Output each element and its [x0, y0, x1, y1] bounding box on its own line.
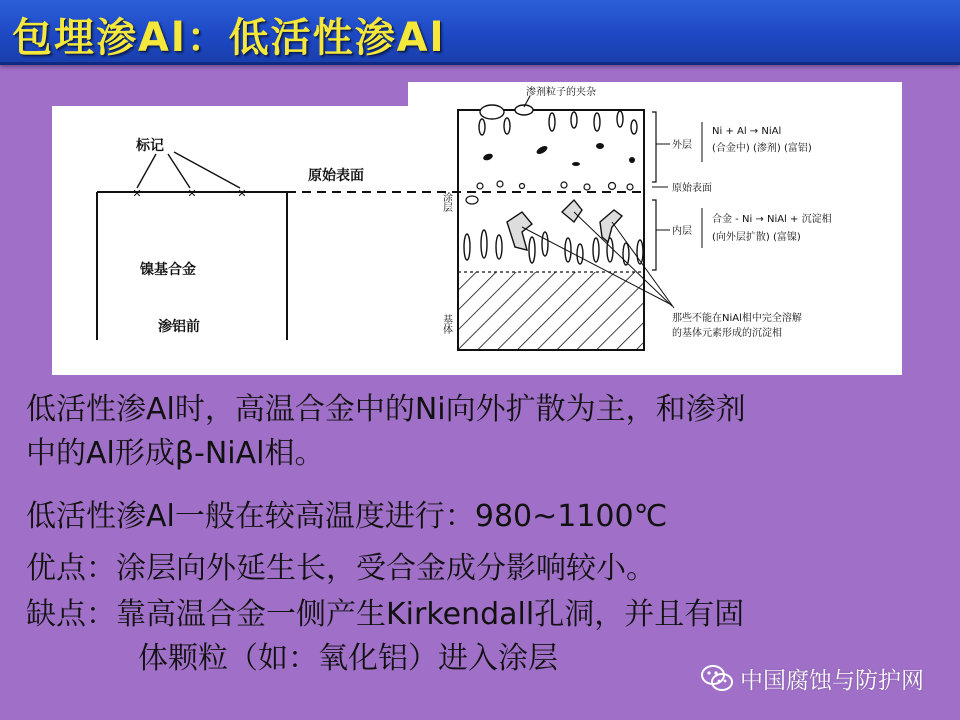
- inner-layer-precipitates: [507, 200, 622, 250]
- outer-reaction-sub: (合金中) (渗剂) (富铝): [712, 143, 812, 154]
- paragraph-temperature: 低活性渗Al一般在较高温度进行：980~1100℃: [26, 499, 668, 534]
- marker-x-2: ✕: [187, 187, 197, 200]
- precipitate-note-1: 那些不能在NiAl相中完全溶解: [672, 313, 802, 324]
- paragraph-disadvantages: [26, 593, 744, 681]
- watermark: [700, 662, 940, 694]
- surface-label-left: 原始表面: [308, 168, 364, 184]
- paragraph-line: 中的Al形成β-NiAl相。: [26, 436, 325, 471]
- outer-layer-precipitates: [482, 143, 635, 166]
- title-bar: [0, 0, 960, 65]
- before-aluminizing-sketch: [97, 137, 422, 340]
- state-label: 渗铝前: [158, 319, 200, 335]
- marker-pointer-1: [137, 154, 156, 188]
- marker-pointer-3: [174, 152, 240, 188]
- diagram-drawing: [52, 82, 902, 375]
- surface-label-right: 原始表面: [672, 183, 712, 194]
- aluminizing-diagram: [52, 82, 902, 375]
- paragraph-advantages: 优点：涂层向外延生长，受合金成分影响较小。: [26, 551, 656, 586]
- paragraph-line: 体颗粒（如：氧化铝）进入涂层: [138, 641, 558, 676]
- inner-reaction-sub: (向外层扩散) (富镍): [712, 232, 801, 243]
- marker-x-1: ✕: [132, 187, 142, 200]
- inner-layer-grains: [464, 230, 643, 265]
- inclusion-label: 渗剂粒子的夹杂: [526, 87, 596, 98]
- substrate-hatch: [458, 272, 644, 350]
- inner-layer-bracket: [652, 200, 656, 270]
- paragraph-low-activity: [26, 388, 746, 476]
- inclusion-particle: [480, 105, 504, 119]
- after-aluminizing-sketch: [422, 85, 832, 350]
- precipitate-note-2: 的基体元素形成的沉淀相: [672, 328, 782, 339]
- outer-layer-label: 外层: [672, 140, 692, 151]
- wechat-icon: [700, 663, 734, 693]
- substrate-label: 基体: [440, 314, 452, 334]
- alloy-label: 镍基合金: [140, 262, 196, 278]
- coating-label: 涂层: [440, 192, 452, 212]
- inner-reaction: 合金 - Ni → NiAl + 沉淀相: [712, 214, 832, 225]
- paragraph-line: 低活性渗Al时，高温合金中的Ni向外扩散为主，和渗剂: [26, 392, 746, 427]
- watermark-text: 中国腐蚀与防护网: [740, 667, 924, 694]
- outer-layer-bracket: [652, 112, 656, 182]
- paragraph-line: 缺点：靠高温合金一侧产生Kirkendall孔洞，并且有固: [26, 597, 745, 632]
- marker-label: 标记: [136, 138, 164, 154]
- marker-x-3: ✕: [237, 187, 247, 200]
- slide-title: 包埋渗Al：低活性渗Al: [12, 15, 446, 61]
- inner-layer-label: 内层: [672, 226, 692, 237]
- outer-reaction: Ni + Al → NiAl: [712, 126, 782, 137]
